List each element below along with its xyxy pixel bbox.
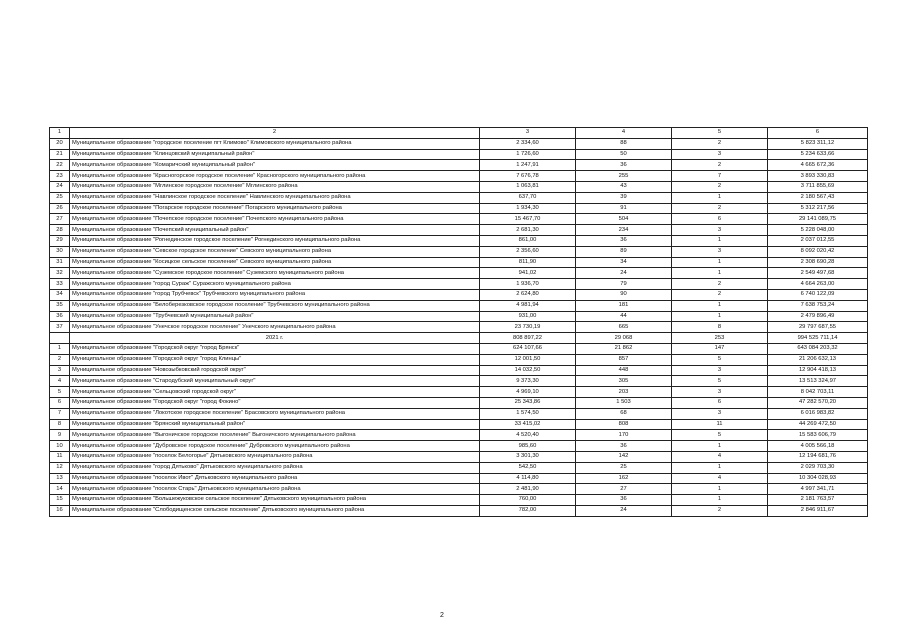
table-row (50, 451, 868, 462)
area-cell: 985,60 (480, 441, 576, 452)
row-number-cell: 32 (50, 268, 70, 279)
table-row (50, 160, 868, 171)
houses-cell: 3 (672, 246, 768, 257)
houses-cell: 1 (672, 192, 768, 203)
municipality-name-cell: Муниципальное образование "Дубровское городское поселение" Дубровского муниципального района (70, 441, 480, 452)
area-cell: 7 676,78 (480, 171, 576, 182)
municipality-name-cell: Муниципальное образование "Брянский муниципальный район" (70, 419, 480, 430)
row-number-cell: 26 (50, 203, 70, 214)
residents-cell: 25 (576, 462, 672, 473)
row-number-cell: 13 (50, 473, 70, 484)
municipality-name-cell: Муниципальное образование "Трубчевский муниципальный район" (70, 311, 480, 322)
area-cell: 624 107,66 (480, 343, 576, 354)
table-row (50, 473, 868, 484)
houses-cell: 11 (672, 419, 768, 430)
row-number-cell: 16 (50, 505, 70, 516)
area-cell: 23 730,19 (480, 322, 576, 333)
amount-cell: 8 092 020,42 (768, 246, 868, 257)
table-row (50, 333, 868, 344)
municipality-name-cell: Муниципальное образование "Новозыбковский городской округ" (70, 365, 480, 376)
residents-cell: 857 (576, 354, 672, 365)
row-number-cell: 24 (50, 181, 70, 192)
table-row (50, 397, 868, 408)
municipality-name-cell: Муниципальное образование "Навлинское городское поселение" Навлинского муниципального района (70, 192, 480, 203)
row-number-cell: 8 (50, 419, 70, 430)
area-cell: 2 481,90 (480, 484, 576, 495)
area-cell: 1 247,91 (480, 160, 576, 171)
houses-cell: 1 (672, 441, 768, 452)
residents-cell: 24 (576, 268, 672, 279)
municipality-name-cell: Муниципальное образование "Почепское городское поселение" Почепского муниципального района (70, 214, 480, 225)
area-cell: 542,50 (480, 462, 576, 473)
residents-cell: 27 (576, 484, 672, 495)
municipality-name-cell: Муниципальное образование "Стародубский муниципальный округ" (70, 376, 480, 387)
amount-cell: 5 228 048,00 (768, 225, 868, 236)
municipality-name-cell: Муниципальное образование "Большежуковское сельское поселение" Дятьковского муниципального района (70, 495, 480, 506)
area-cell: 4 969,10 (480, 387, 576, 398)
row-number-cell: 37 (50, 322, 70, 333)
houses-cell: 3 (672, 387, 768, 398)
row-number-cell: 28 (50, 225, 70, 236)
municipality-name-cell: Муниципальное образование "Слободищенское сельское поселение" Дятьковского муниципального района (70, 505, 480, 516)
residents-cell: 68 (576, 408, 672, 419)
residents-cell: 665 (576, 322, 672, 333)
row-number-cell: 1 (50, 343, 70, 354)
header-cell-3: 3 (480, 128, 576, 139)
row-number-cell: 21 (50, 149, 70, 160)
table-row (50, 279, 868, 290)
table-row (50, 214, 868, 225)
residents-cell: 255 (576, 171, 672, 182)
row-number-cell: 9 (50, 430, 70, 441)
municipality-name-cell: Муниципальное образование "Белоберезковское городское поселение" Трубчевского муниципального района (70, 300, 480, 311)
area-cell: 1 934,30 (480, 203, 576, 214)
municipality-name-cell: Муниципальное образование "город Трубчевск" Трубчевского муниципального района (70, 289, 480, 300)
municipality-name-cell: Муниципальное образование "Суземское городское поселение" Суземского муниципального района (70, 268, 480, 279)
header-cell-6: 6 (768, 128, 868, 139)
houses-cell: 1 (672, 311, 768, 322)
area-cell: 2 624,80 (480, 289, 576, 300)
houses-cell: 147 (672, 343, 768, 354)
municipality-name-cell: Муниципальное образование "Косицкое сельское поселение" Севского муниципального района (70, 257, 480, 268)
amount-cell: 7 638 753,24 (768, 300, 868, 311)
municipality-name-cell: Муниципальное образование "поселок Белогорье" Дятьковского муниципального района (70, 451, 480, 462)
houses-cell: 2 (672, 138, 768, 149)
houses-cell: 3 (672, 365, 768, 376)
table-row (50, 268, 868, 279)
houses-cell: 1 (672, 257, 768, 268)
area-cell: 15 467,70 (480, 214, 576, 225)
table-row (50, 505, 868, 516)
area-cell: 9 373,30 (480, 376, 576, 387)
area-cell: 637,70 (480, 192, 576, 203)
row-number-cell: 12 (50, 462, 70, 473)
row-number-cell: 6 (50, 397, 70, 408)
houses-cell: 2 (672, 160, 768, 171)
header-cell-4: 4 (576, 128, 672, 139)
houses-cell: 5 (672, 354, 768, 365)
houses-cell: 2 (672, 505, 768, 516)
houses-cell: 1 (672, 495, 768, 506)
row-number-cell: 7 (50, 408, 70, 419)
municipality-name-cell: Муниципальное образование "Выгоничское городское поселение" Выгоничского муниципального района (70, 430, 480, 441)
table-body (50, 128, 868, 517)
row-number-cell: 23 (50, 171, 70, 182)
table-row (50, 484, 868, 495)
amount-cell: 15 583 606,79 (768, 430, 868, 441)
area-cell: 760,00 (480, 495, 576, 506)
amount-cell: 3 893 330,83 (768, 171, 868, 182)
houses-cell: 3 (672, 408, 768, 419)
table-row (50, 203, 868, 214)
amount-cell: 3 711 855,69 (768, 181, 868, 192)
amount-cell: 2 029 703,30 (768, 462, 868, 473)
table-row (50, 181, 868, 192)
area-cell: 931,00 (480, 311, 576, 322)
municipality-name-cell: Муниципальное образование "Рогнединское городское поселение" Рогнединского муниципального района (70, 235, 480, 246)
row-number-cell: 27 (50, 214, 70, 225)
houses-cell: 5 (672, 376, 768, 387)
row-number-cell: 20 (50, 138, 70, 149)
row-number-cell: 29 (50, 235, 70, 246)
row-number-cell: 11 (50, 451, 70, 462)
row-number-cell: 14 (50, 484, 70, 495)
row-number-cell: 10 (50, 441, 70, 452)
amount-cell: 2 549 497,68 (768, 268, 868, 279)
table-row (50, 192, 868, 203)
row-number-cell: 36 (50, 311, 70, 322)
amount-cell: 994 525 711,14 (768, 333, 868, 344)
municipality-name-cell: Муниципальное образование "Сельцовский городской округ" (70, 387, 480, 398)
table-row (50, 354, 868, 365)
area-cell: 2 681,30 (480, 225, 576, 236)
residents-cell: 1 503 (576, 397, 672, 408)
residents-cell: 36 (576, 160, 672, 171)
residents-cell: 43 (576, 181, 672, 192)
table-header-row (50, 128, 868, 139)
municipality-name-cell: 2021 г. (70, 333, 480, 344)
houses-cell: 5 (672, 430, 768, 441)
page-number: 2 (440, 612, 444, 619)
table-row (50, 462, 868, 473)
amount-cell: 44 269 472,50 (768, 419, 868, 430)
municipality-name-cell: Муниципальное образование "Погарское городское поселение" Погарского муниципального района (70, 203, 480, 214)
area-cell: 1 726,60 (480, 149, 576, 160)
residents-cell: 88 (576, 138, 672, 149)
table-row (50, 441, 868, 452)
residents-cell: 203 (576, 387, 672, 398)
amount-cell: 6 740 122,09 (768, 289, 868, 300)
table-row (50, 138, 868, 149)
municipality-name-cell: Муниципальное образование "Унечское городское поселение" Унечского муниципального района (70, 322, 480, 333)
area-cell: 1 936,70 (480, 279, 576, 290)
amount-cell: 12 194 681,76 (768, 451, 868, 462)
residents-cell: 170 (576, 430, 672, 441)
table-row (50, 171, 868, 182)
row-number-cell: 25 (50, 192, 70, 203)
header-cell-1: 1 (50, 128, 70, 139)
houses-cell: 6 (672, 214, 768, 225)
row-number-cell: 30 (50, 246, 70, 257)
residents-cell: 181 (576, 300, 672, 311)
amount-cell: 2 479 896,49 (768, 311, 868, 322)
table-row (50, 343, 868, 354)
table-row (50, 225, 868, 236)
residents-cell: 234 (576, 225, 672, 236)
residents-cell: 90 (576, 289, 672, 300)
row-number-cell: 5 (50, 387, 70, 398)
houses-cell: 2 (672, 203, 768, 214)
table-row (50, 365, 868, 376)
residents-cell: 162 (576, 473, 672, 484)
amount-cell: 2 846 911,67 (768, 505, 868, 516)
area-cell: 782,00 (480, 505, 576, 516)
area-cell: 4 520,40 (480, 430, 576, 441)
municipality-name-cell: Муниципальное образование "Локотское городское поселение" Брасовского муниципального района (70, 408, 480, 419)
residents-cell: 91 (576, 203, 672, 214)
houses-cell: 4 (672, 451, 768, 462)
municipality-name-cell: Муниципальное образование "городское поселение пгт Климово" Климовского муниципального района (70, 138, 480, 149)
row-number-cell: 22 (50, 160, 70, 171)
amount-cell: 5 312 217,56 (768, 203, 868, 214)
area-cell: 941,02 (480, 268, 576, 279)
houses-cell: 8 (672, 322, 768, 333)
table-row (50, 289, 868, 300)
houses-cell: 6 (672, 397, 768, 408)
municipality-name-cell: Муниципальное образование "Городской округ "город Фокино" (70, 397, 480, 408)
area-cell: 14 032,50 (480, 365, 576, 376)
houses-cell: 2 (672, 181, 768, 192)
residents-cell: 36 (576, 495, 672, 506)
row-number-cell: 33 (50, 279, 70, 290)
table-row (50, 235, 868, 246)
amount-cell: 29 797 687,55 (768, 322, 868, 333)
amount-cell: 5 234 633,66 (768, 149, 868, 160)
data-table (49, 127, 868, 517)
amount-cell: 21 206 632,13 (768, 354, 868, 365)
houses-cell: 1 (672, 484, 768, 495)
residents-cell: 504 (576, 214, 672, 225)
table-row (50, 311, 868, 322)
row-number-cell: 2 (50, 354, 70, 365)
table-row (50, 419, 868, 430)
houses-cell: 1 (672, 300, 768, 311)
houses-cell: 4 (672, 473, 768, 484)
municipality-name-cell: Муниципальное образование "поселок Ивот" Дятьковского муниципального района (70, 473, 480, 484)
header-cell-5: 5 (672, 128, 768, 139)
amount-cell: 29 141 089,75 (768, 214, 868, 225)
municipality-name-cell: Муниципальное образование "Городской округ "город Клинцы" (70, 354, 480, 365)
area-cell: 25 343,86 (480, 397, 576, 408)
houses-cell: 253 (672, 333, 768, 344)
houses-cell: 7 (672, 171, 768, 182)
row-number-cell (50, 333, 70, 344)
area-cell: 861,00 (480, 235, 576, 246)
row-number-cell: 31 (50, 257, 70, 268)
amount-cell: 5 823 311,12 (768, 138, 868, 149)
area-cell: 2 334,60 (480, 138, 576, 149)
header-cell-2: 2 (70, 128, 480, 139)
row-number-cell: 35 (50, 300, 70, 311)
residents-cell: 448 (576, 365, 672, 376)
amount-cell: 6 016 983,82 (768, 408, 868, 419)
amount-cell: 2 181 763,57 (768, 495, 868, 506)
municipality-name-cell: Муниципальное образование "Почепский муниципальный район" (70, 225, 480, 236)
amount-cell: 643 084 203,32 (768, 343, 868, 354)
municipality-name-cell: Муниципальное образование "Клинцовский муниципальный район" (70, 149, 480, 160)
houses-cell: 1 (672, 268, 768, 279)
houses-cell: 2 (672, 289, 768, 300)
area-cell: 811,90 (480, 257, 576, 268)
table-row (50, 495, 868, 506)
amount-cell: 4 665 672,36 (768, 160, 868, 171)
table-row (50, 430, 868, 441)
residents-cell: 44 (576, 311, 672, 322)
area-cell: 808 897,22 (480, 333, 576, 344)
area-cell: 33 415,02 (480, 419, 576, 430)
amount-cell: 4 997 341,71 (768, 484, 868, 495)
residents-cell: 29 068 (576, 333, 672, 344)
table-row (50, 149, 868, 160)
residents-cell: 21 862 (576, 343, 672, 354)
municipality-name-cell: Муниципальное образование "Комаричский муниципальный район" (70, 160, 480, 171)
amount-cell: 2 180 567,43 (768, 192, 868, 203)
residents-cell: 89 (576, 246, 672, 257)
residents-cell: 24 (576, 505, 672, 516)
amount-cell: 10 304 028,93 (768, 473, 868, 484)
residents-cell: 142 (576, 451, 672, 462)
residents-cell: 50 (576, 149, 672, 160)
area-cell: 1 574,50 (480, 408, 576, 419)
residents-cell: 305 (576, 376, 672, 387)
municipality-name-cell: Муниципальное образование "Мглинское городское поселение" Мглинского района (70, 181, 480, 192)
residents-cell: 36 (576, 441, 672, 452)
municipality-name-cell: Муниципальное образование "Севское городское поселение" Севского муниципального района (70, 246, 480, 257)
municipality-name-cell: Муниципальное образование "город Дятьково" Дятьковского муниципального района (70, 462, 480, 473)
table-row (50, 408, 868, 419)
amount-cell: 8 042 703,11 (768, 387, 868, 398)
area-cell: 2 356,60 (480, 246, 576, 257)
residents-cell: 39 (576, 192, 672, 203)
residents-cell: 36 (576, 235, 672, 246)
table-row (50, 322, 868, 333)
area-cell: 12 001,50 (480, 354, 576, 365)
amount-cell: 2 037 012,55 (768, 235, 868, 246)
area-cell: 4 981,94 (480, 300, 576, 311)
amount-cell: 47 282 570,20 (768, 397, 868, 408)
residents-cell: 34 (576, 257, 672, 268)
houses-cell: 2 (672, 279, 768, 290)
municipality-name-cell: Муниципальное образование "Красногорское городское поселение" Красногорского муниципального района (70, 171, 480, 182)
amount-cell: 12 904 418,13 (768, 365, 868, 376)
row-number-cell: 15 (50, 495, 70, 506)
row-number-cell: 3 (50, 365, 70, 376)
municipality-name-cell: Муниципальное образование "город Сураж" Суражского муниципального района (70, 279, 480, 290)
municipality-name-cell: Муниципальное образование "Городской округ "город Брянск" (70, 343, 480, 354)
residents-cell: 808 (576, 419, 672, 430)
amount-cell: 13 513 324,97 (768, 376, 868, 387)
row-number-cell: 34 (50, 289, 70, 300)
area-cell: 4 114,80 (480, 473, 576, 484)
houses-cell: 3 (672, 149, 768, 160)
houses-cell: 3 (672, 225, 768, 236)
area-cell: 1 063,81 (480, 181, 576, 192)
houses-cell: 1 (672, 235, 768, 246)
amount-cell: 4 664 263,00 (768, 279, 868, 290)
residents-cell: 79 (576, 279, 672, 290)
table-row (50, 376, 868, 387)
houses-cell: 1 (672, 462, 768, 473)
amount-cell: 2 308 690,28 (768, 257, 868, 268)
amount-cell: 4 005 566,18 (768, 441, 868, 452)
row-number-cell: 4 (50, 376, 70, 387)
table-row (50, 246, 868, 257)
table-row (50, 257, 868, 268)
municipality-name-cell: Муниципальное образование "поселок Старь" Дятьковского муниципального района (70, 484, 480, 495)
table-row (50, 387, 868, 398)
area-cell: 3 301,30 (480, 451, 576, 462)
table-row (50, 300, 868, 311)
